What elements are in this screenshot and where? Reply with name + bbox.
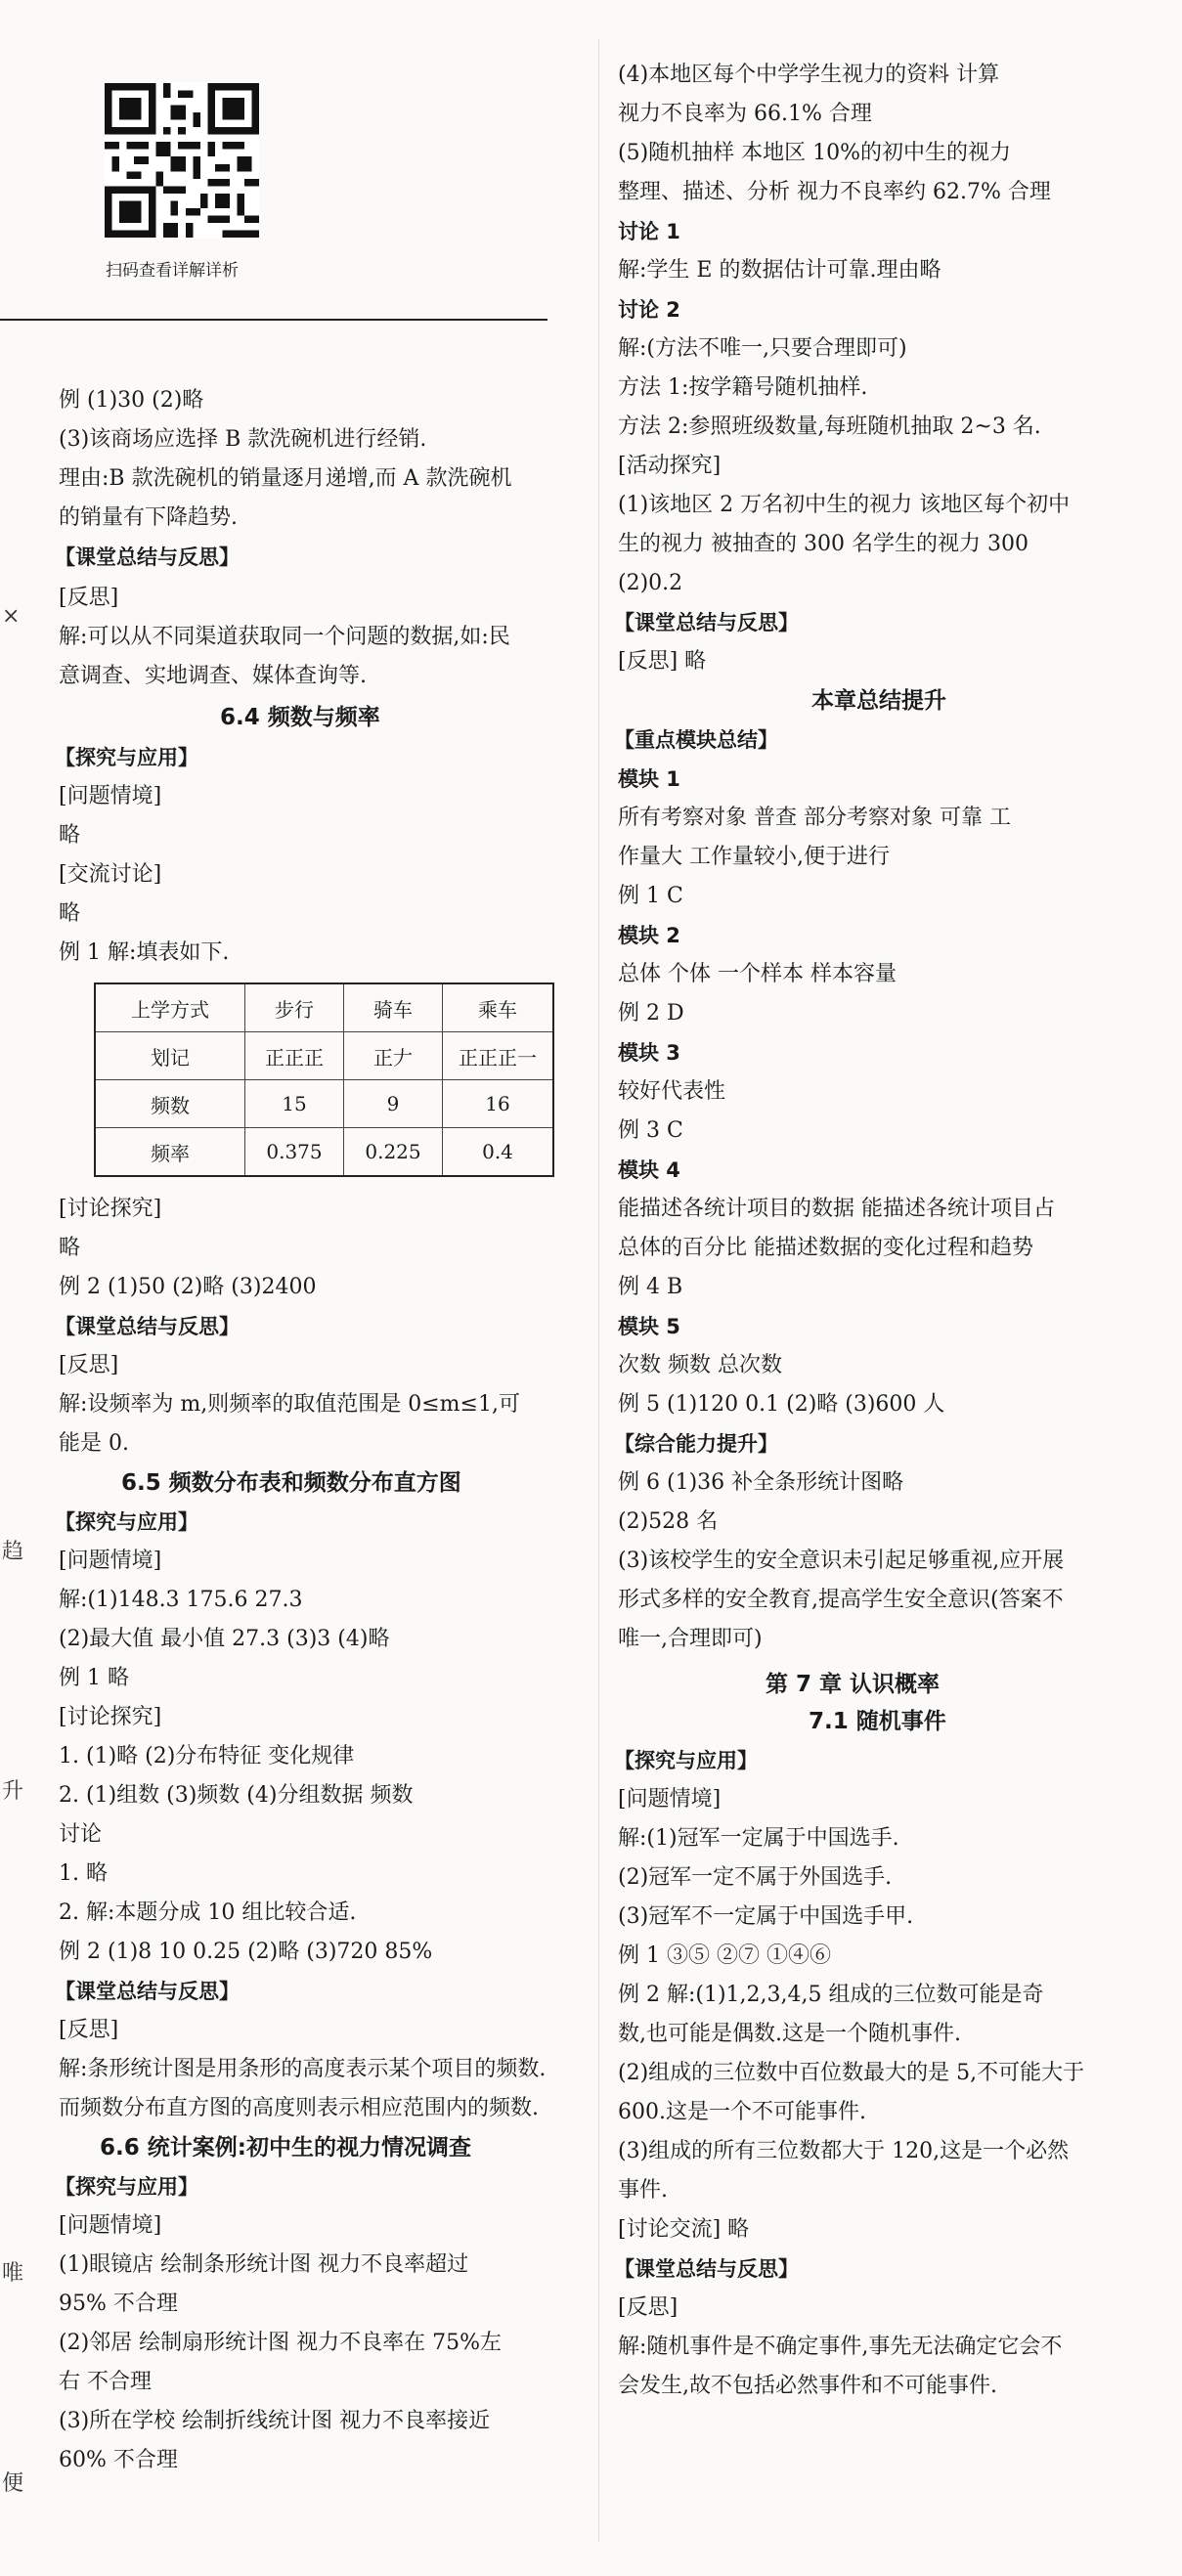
text-line: 意调查、实地调查、媒体查询等.	[59, 664, 367, 688]
section-title: 本章总结提升	[811, 688, 946, 714]
text-line: 方法 2:参照班级数量,每班随机抽取 2~3 名.	[618, 415, 1041, 439]
table-cell: 正正正	[245, 1032, 344, 1080]
text-line: (2)528 名	[618, 1509, 719, 1534]
text-line: [讨论探究]	[59, 1197, 162, 1221]
section-heading: 【重点模块总结】	[614, 728, 778, 752]
text-line: (2)邻居 绘制扇形统计图 视力不良率在 75%左	[59, 2331, 503, 2355]
section-title: 7.1 随机事件	[809, 1709, 946, 1734]
text-line: 1. 略	[59, 1861, 108, 1886]
text-line: 解:可以从不同渠道获取同一个问题的数据,如:民	[59, 625, 510, 649]
edge-fragment: 升	[2, 1779, 24, 1804]
edge-fragment: 便	[2, 2471, 24, 2496]
text-line: 所有考察对象 普查 部分考察对象 可靠 工	[618, 806, 1011, 830]
section-title: 6.5 频数分布表和频数分布直方图	[121, 1470, 461, 1496]
text-line: (1)眼镜店 绘制条形统计图 视力不良率超过	[59, 2252, 469, 2277]
section-heading: 模块 4	[618, 1158, 680, 1182]
text-line: 事件.	[618, 2178, 668, 2203]
table-cell: 0.4	[443, 1128, 554, 1177]
text-line: 60% 不合理	[59, 2448, 178, 2472]
table-row	[95, 1032, 553, 1080]
text-line: 例 1 解:填表如下.	[59, 940, 230, 965]
text-line: (4)本地区每个中学学生视力的资料 计算	[618, 63, 1000, 87]
section-divider	[0, 319, 547, 321]
table-cell: 频率	[95, 1128, 245, 1177]
text-line: 略	[59, 901, 81, 926]
text-line: 例 (1)30 (2)略	[59, 388, 204, 413]
text-line: 作量大 工作量较小,便于进行	[618, 845, 890, 869]
section-heading: 【综合能力提升】	[614, 1432, 778, 1456]
text-line: (1)该地区 2 万名初中生的视力 该地区每个初中	[618, 493, 1071, 517]
text-line: 方法 1:按学籍号随机抽样.	[618, 375, 868, 400]
text-line: (5)随机抽样 本地区 10%的初中生的视力	[618, 141, 1012, 165]
text-line: 2. 解:本题分成 10 组比较合适.	[59, 1900, 357, 1925]
section-title: 6.4 频数与频率	[220, 705, 380, 730]
text-line: 例 2 D	[618, 1001, 684, 1026]
section-heading: 模块 2	[618, 924, 680, 947]
section-heading: 模块 5	[618, 1315, 680, 1338]
text-line: (2)0.2	[618, 571, 683, 595]
text-line: 形式多样的安全教育,提高学生安全意识(答案不	[618, 1588, 1064, 1612]
text-line: 生的视力 被抽查的 300 名学生的视力 300	[618, 532, 1029, 556]
text-line: 讨论	[59, 1822, 103, 1847]
text-line: 例 5 (1)120 0.1 (2)略 (3)600 人	[618, 1392, 945, 1417]
section-heading: 【探究与应用】	[55, 1510, 198, 1534]
text-line: 解:设频率为 m,则频率的取值范围是 0≤m≤1,可	[59, 1392, 520, 1417]
table-cell: 划记	[95, 1032, 245, 1080]
table-cell: 16	[443, 1080, 554, 1128]
text-line: 例 6 (1)36 补全条形统计图略	[618, 1470, 904, 1495]
text-line: (3)所在学校 绘制折线统计图 视力不良率接近	[59, 2409, 491, 2433]
section-heading: 模块 1	[618, 767, 680, 791]
text-line: 而频数分布直方图的高度则表示相应范围内的频数.	[59, 2096, 539, 2120]
text-line: (3)组成的所有三位数都大于 120,这是一个必然	[618, 2139, 1070, 2163]
text-line: 整理、描述、分析 视力不良率约 62.7% 合理	[618, 180, 1051, 204]
table-cell: 步行	[245, 983, 344, 1032]
edge-fragment: ×	[2, 604, 21, 629]
text-line: 95% 不合理	[59, 2292, 178, 2316]
chapter-title: 第 7 章 认识概率	[766, 1672, 941, 1697]
text-line: 视力不良率为 66.1% 合理	[618, 102, 872, 126]
text-line: 略	[59, 823, 81, 848]
text-line: (2)组成的三位数中百位数最大的是 5,不可能大于	[618, 2061, 1085, 2085]
text-line: (2)最大值 最小值 27.3 (3)3 (4)略	[59, 1627, 390, 1651]
text-line: 唯一,合理即可)	[618, 1627, 763, 1651]
text-line: 略	[59, 1236, 81, 1260]
edge-fragment: 唯	[2, 2261, 24, 2286]
text-line: [反思]	[59, 1353, 119, 1377]
section-heading: 【探究与应用】	[55, 746, 198, 769]
section-heading: 【探究与应用】	[55, 2175, 198, 2199]
text-line: 例 2 (1)8 10 0.25 (2)略 (3)720 85%	[59, 1940, 433, 1964]
table-row	[95, 1128, 553, 1177]
text-line: [反思]	[618, 2295, 679, 2320]
text-line: 1. (1)略 (2)分布特征 变化规律	[59, 1744, 355, 1768]
table-cell: 上学方式	[95, 983, 245, 1032]
text-line: 会发生,故不包括必然事件和不可能事件.	[618, 2374, 997, 2398]
text-line: [反思] 略	[618, 649, 707, 674]
text-line: [讨论探究]	[59, 1705, 162, 1729]
section-heading: 【课堂总结与反思】	[55, 546, 240, 569]
text-line: [问题情境]	[59, 1549, 162, 1573]
table-cell: 正正正一	[443, 1032, 554, 1080]
table-cell: 频数	[95, 1080, 245, 1128]
table-cell: 正𠂇	[344, 1032, 443, 1080]
table-cell: 15	[245, 1080, 344, 1128]
text-line: 能是 0.	[59, 1431, 129, 1456]
text-line: (3)冠军不一定属于中国选手甲.	[618, 1904, 914, 1929]
text-line: 解:(方法不唯一,只要合理即可)	[618, 336, 907, 361]
text-line: (3)该商场应选择 B 款洗碗机进行经销.	[59, 427, 427, 452]
text-line: 例 2 解:(1)1,2,3,4,5 组成的三位数可能是奇	[618, 1983, 1044, 2007]
text-line: 能描述各统计项目的数据 能描述各统计项目占	[618, 1197, 1055, 1221]
text-line: 解:随机事件是不确定事件,事先无法确定它会不	[618, 2335, 1063, 2359]
text-line: 2. (1)组数 (3)频数 (4)分组数据 频数	[59, 1783, 414, 1808]
table-cell: 骑车	[344, 983, 443, 1032]
text-line: 例 1 ③⑤ ②⑦ ①④⑥	[618, 1943, 831, 1968]
text-line: 总体的百分比 能描述数据的变化过程和趋势	[618, 1236, 1033, 1260]
section-heading: 讨论 1	[618, 220, 680, 243]
text-line: 右 不合理	[59, 2370, 152, 2394]
text-line: 较好代表性	[618, 1079, 726, 1104]
text-line: 次数 频数 总次数	[618, 1353, 782, 1377]
text-line: [反思]	[59, 586, 119, 610]
frequency-table	[94, 982, 554, 1177]
table-row	[95, 1080, 553, 1128]
section-heading: 【课堂总结与反思】	[55, 1980, 240, 2003]
text-line: 例 2 (1)50 (2)略 (3)2400	[59, 1275, 317, 1299]
text-line: [问题情境]	[59, 784, 162, 808]
text-line: [反思]	[59, 2018, 119, 2042]
qr-caption: 扫码查看详解详析	[106, 261, 239, 281]
text-line: 理由:B 款洗碗机的销量逐月递增,而 A 款洗碗机	[59, 466, 512, 491]
table-cell: 9	[344, 1080, 443, 1128]
section-heading: 【课堂总结与反思】	[55, 1315, 240, 1338]
edge-fragment: 趋	[2, 1540, 24, 1564]
text-line: [讨论交流] 略	[618, 2217, 750, 2242]
section-heading: 【课堂总结与反思】	[614, 2257, 799, 2281]
qr-code-icon[interactable]	[105, 82, 259, 239]
text-line: 例 1 C	[618, 884, 683, 908]
text-line: [活动探究]	[618, 454, 722, 478]
table-cell: 0.225	[344, 1128, 443, 1177]
section-heading: 【探究与应用】	[614, 1749, 758, 1772]
section-heading: 讨论 2	[618, 298, 680, 322]
section-heading: 模块 3	[618, 1041, 680, 1065]
text-line: 例 1 略	[59, 1666, 129, 1690]
table-cell: 乘车	[443, 983, 554, 1032]
text-line: 解:条形统计图是用条形的高度表示某个项目的频数.	[59, 2057, 547, 2081]
column-divider	[598, 39, 599, 2542]
text-line: 600.这是一个不可能事件.	[618, 2100, 866, 2124]
text-line: [问题情境]	[59, 2213, 162, 2238]
text-line: 解:(1)148.3 175.6 27.3	[59, 1588, 303, 1612]
text-line: [交流讨论]	[59, 862, 162, 887]
text-line: 例 3 C	[618, 1118, 683, 1143]
text-line: [问题情境]	[618, 1787, 722, 1812]
text-line: (2)冠军一定不属于外国选手.	[618, 1865, 893, 1890]
text-line: 的销量有下降趋势.	[59, 505, 238, 530]
text-line: 总体 个体 一个样本 样本容量	[618, 962, 897, 986]
section-heading: 【课堂总结与反思】	[614, 611, 799, 634]
table-cell: 0.375	[245, 1128, 344, 1177]
text-line: 数,也可能是偶数.这是一个随机事件.	[618, 2022, 961, 2046]
text-line: 例 4 B	[618, 1275, 683, 1299]
text-line: 解:学生 E 的数据估计可靠.理由略	[618, 258, 941, 283]
text-line: (3)该校学生的安全意识未引起足够重视,应开展	[618, 1549, 1065, 1573]
table-row	[95, 983, 553, 1032]
section-title: 6.6 统计案例:初中生的视力情况调查	[100, 2135, 471, 2161]
text-line: 解:(1)冠军一定属于中国选手.	[618, 1826, 899, 1851]
